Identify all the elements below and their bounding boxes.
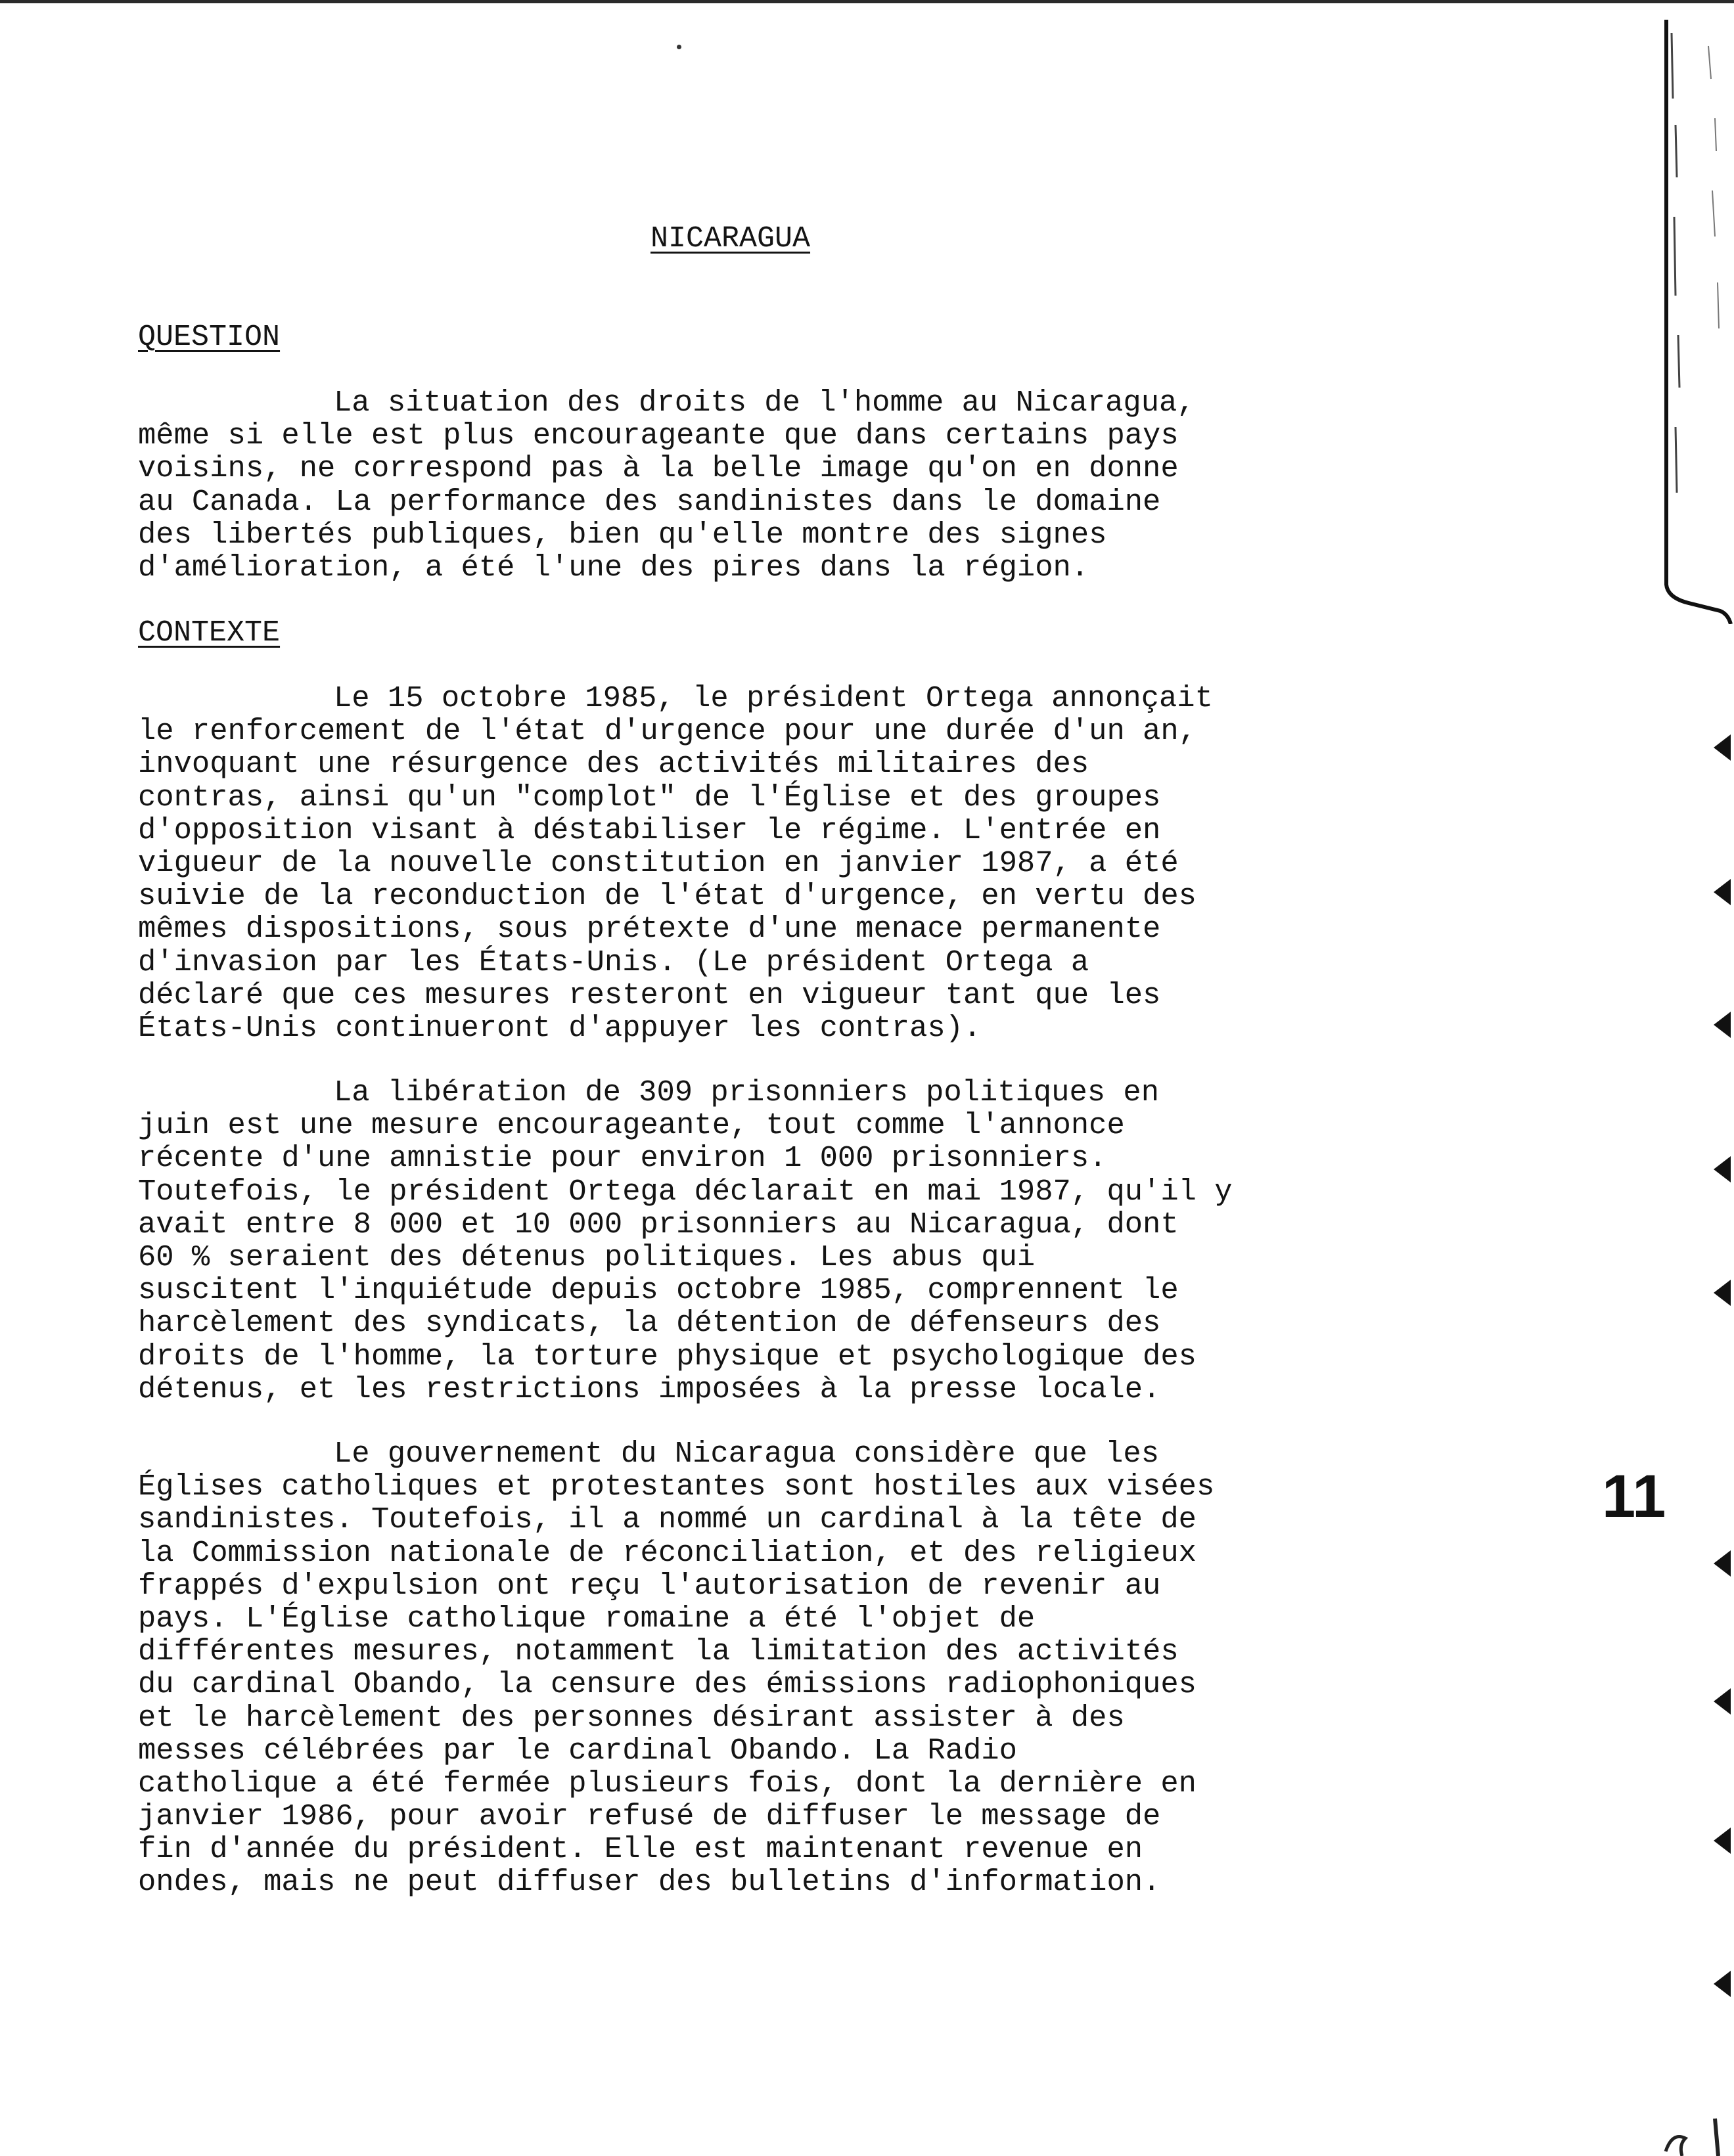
text-line: États-Unis continueront d'appuyer les contras). bbox=[138, 1010, 982, 1045]
text-line: récente d'une amnistie pour environ 1 000 prisonniers. bbox=[138, 1141, 1107, 1176]
text-line: voisins, ne correspond pas à la belle image qu'on en donne bbox=[138, 451, 1179, 486]
text-line: frappés d'expulsion ont reçu l'autorisation de revenir au bbox=[138, 1568, 1161, 1603]
text-line: la Commission nationale de réconciliation, et des religieux bbox=[138, 1535, 1197, 1570]
text-line: Toutefois, le président Ortega déclarait en mai 1987, qu'il y bbox=[138, 1174, 1233, 1209]
text-line: 60 % seraient des détenus politiques. Les abus qui bbox=[138, 1240, 1036, 1274]
page-number: 11 bbox=[1602, 1463, 1666, 1530]
text-line: Églises catholiques et protestantes sont hostiles aux visées bbox=[138, 1470, 1215, 1504]
binder-tab-mark bbox=[1714, 1688, 1731, 1715]
text-line: juin est une mesure encourageante, tout comme l'annonce bbox=[138, 1108, 1125, 1143]
binder-tab-mark bbox=[1714, 734, 1731, 761]
text-line: différentes mesures, notamment la limitation des activités bbox=[138, 1634, 1179, 1669]
text-line: pays. L'Église catholique romaine a été l'objet de bbox=[138, 1601, 1036, 1636]
text-line: mêmes dispositions, sous prétexte d'une menace permanente bbox=[138, 912, 1161, 947]
text-line: harcèlement des syndicats, la détention de défenseurs des bbox=[138, 1306, 1161, 1341]
contexte-paragraph-1 bbox=[138, 682, 1213, 1044]
binder-tab-mark bbox=[1714, 1012, 1731, 1038]
scan-speck bbox=[677, 45, 681, 49]
text-line: déclaré que ces mesures resteront en vigueur tant que les bbox=[138, 977, 1161, 1012]
corner-scribble-mark bbox=[1653, 2099, 1734, 2156]
text-line: d'invasion par les États-Unis. (Le président Ortega a bbox=[138, 945, 1089, 979]
text-line: détenus, et les restrictions imposées à la presse locale. bbox=[138, 1372, 1161, 1406]
binder-tab-mark bbox=[1714, 1828, 1731, 1854]
text-line: fin d'année du président. Elle est maintenant revenue en bbox=[138, 1832, 1143, 1867]
contexte-paragraph-3 bbox=[138, 1437, 1214, 1899]
text-line: d'opposition visant à déstabiliser le régime. L'entrée en bbox=[138, 813, 1161, 847]
text-line: des libertés publiques, bien qu'elle montre des signes bbox=[138, 517, 1107, 552]
text-line: suscitent l'inquiétude depuis octobre 1985, comprennent le bbox=[138, 1273, 1179, 1308]
question-paragraph bbox=[138, 386, 1195, 584]
text-line: janvier 1986, pour avoir refusé de diffuser le message de bbox=[138, 1799, 1161, 1834]
text-line: suivie de la reconduction de l'état d'urgence, en vertu des bbox=[138, 879, 1197, 914]
text-line: du cardinal Obando, la censure des émissions radiophoniques bbox=[138, 1667, 1197, 1702]
text-line: vigueur de la nouvelle constitution en janvier 1987, a été bbox=[138, 845, 1179, 880]
binder-edge-mark bbox=[1662, 20, 1734, 624]
contexte-paragraph-2 bbox=[138, 1076, 1233, 1406]
text-line: La situation des droits de l'homme au Nicaragua, bbox=[334, 386, 1195, 420]
binder-tab-mark bbox=[1714, 1156, 1731, 1182]
section-heading-contexte: CONTEXTE bbox=[138, 616, 281, 650]
text-line: messes célébrées par le cardinal Obando. La Radio bbox=[138, 1733, 1017, 1768]
binder-tab-mark bbox=[1714, 879, 1731, 905]
text-line: Le gouvernement du Nicaragua considère que les bbox=[334, 1437, 1160, 1471]
text-line: même si elle est plus encourageante que dans certains pays bbox=[138, 418, 1179, 453]
text-line: et le harcèlement des personnes désirant assister à des bbox=[138, 1700, 1125, 1735]
text-line: droits de l'homme, la torture physique et psychologique des bbox=[138, 1339, 1197, 1374]
text-line: invoquant une résurgence des activités militaires des bbox=[138, 747, 1089, 782]
binder-tab-mark bbox=[1714, 1550, 1731, 1577]
page-title: NICARAGUA bbox=[650, 222, 811, 256]
text-line: sandinistes. Toutefois, il a nommé un cardinal à la tête de bbox=[138, 1502, 1197, 1537]
text-line: catholique a été fermée plusieurs fois, dont la dernière en bbox=[138, 1766, 1197, 1801]
text-line: Le 15 octobre 1985, le président Ortega annonçait bbox=[334, 681, 1213, 715]
text-line: contras, ainsi qu'un "complot" de l'Église et des groupes bbox=[138, 780, 1161, 815]
text-line: le renforcement de l'état d'urgence pour une durée d'un an, bbox=[138, 714, 1197, 749]
scan-top-border bbox=[0, 0, 1734, 3]
text-line: avait entre 8 000 et 10 000 prisonniers au Nicaragua, dont bbox=[138, 1207, 1179, 1242]
binder-tab-mark bbox=[1714, 1971, 1731, 1997]
text-line: La libération de 309 prisonniers politiques en bbox=[334, 1075, 1160, 1110]
text-line: au Canada. La performance des sandinistes dans le domaine bbox=[138, 484, 1161, 519]
section-heading-question: QUESTION bbox=[138, 321, 281, 354]
binder-tab-mark bbox=[1714, 1280, 1731, 1306]
text-line: ondes, mais ne peut diffuser des bulletins d'information. bbox=[138, 1865, 1161, 1900]
text-line: d'amélioration, a été l'une des pires dans la région. bbox=[138, 550, 1089, 585]
